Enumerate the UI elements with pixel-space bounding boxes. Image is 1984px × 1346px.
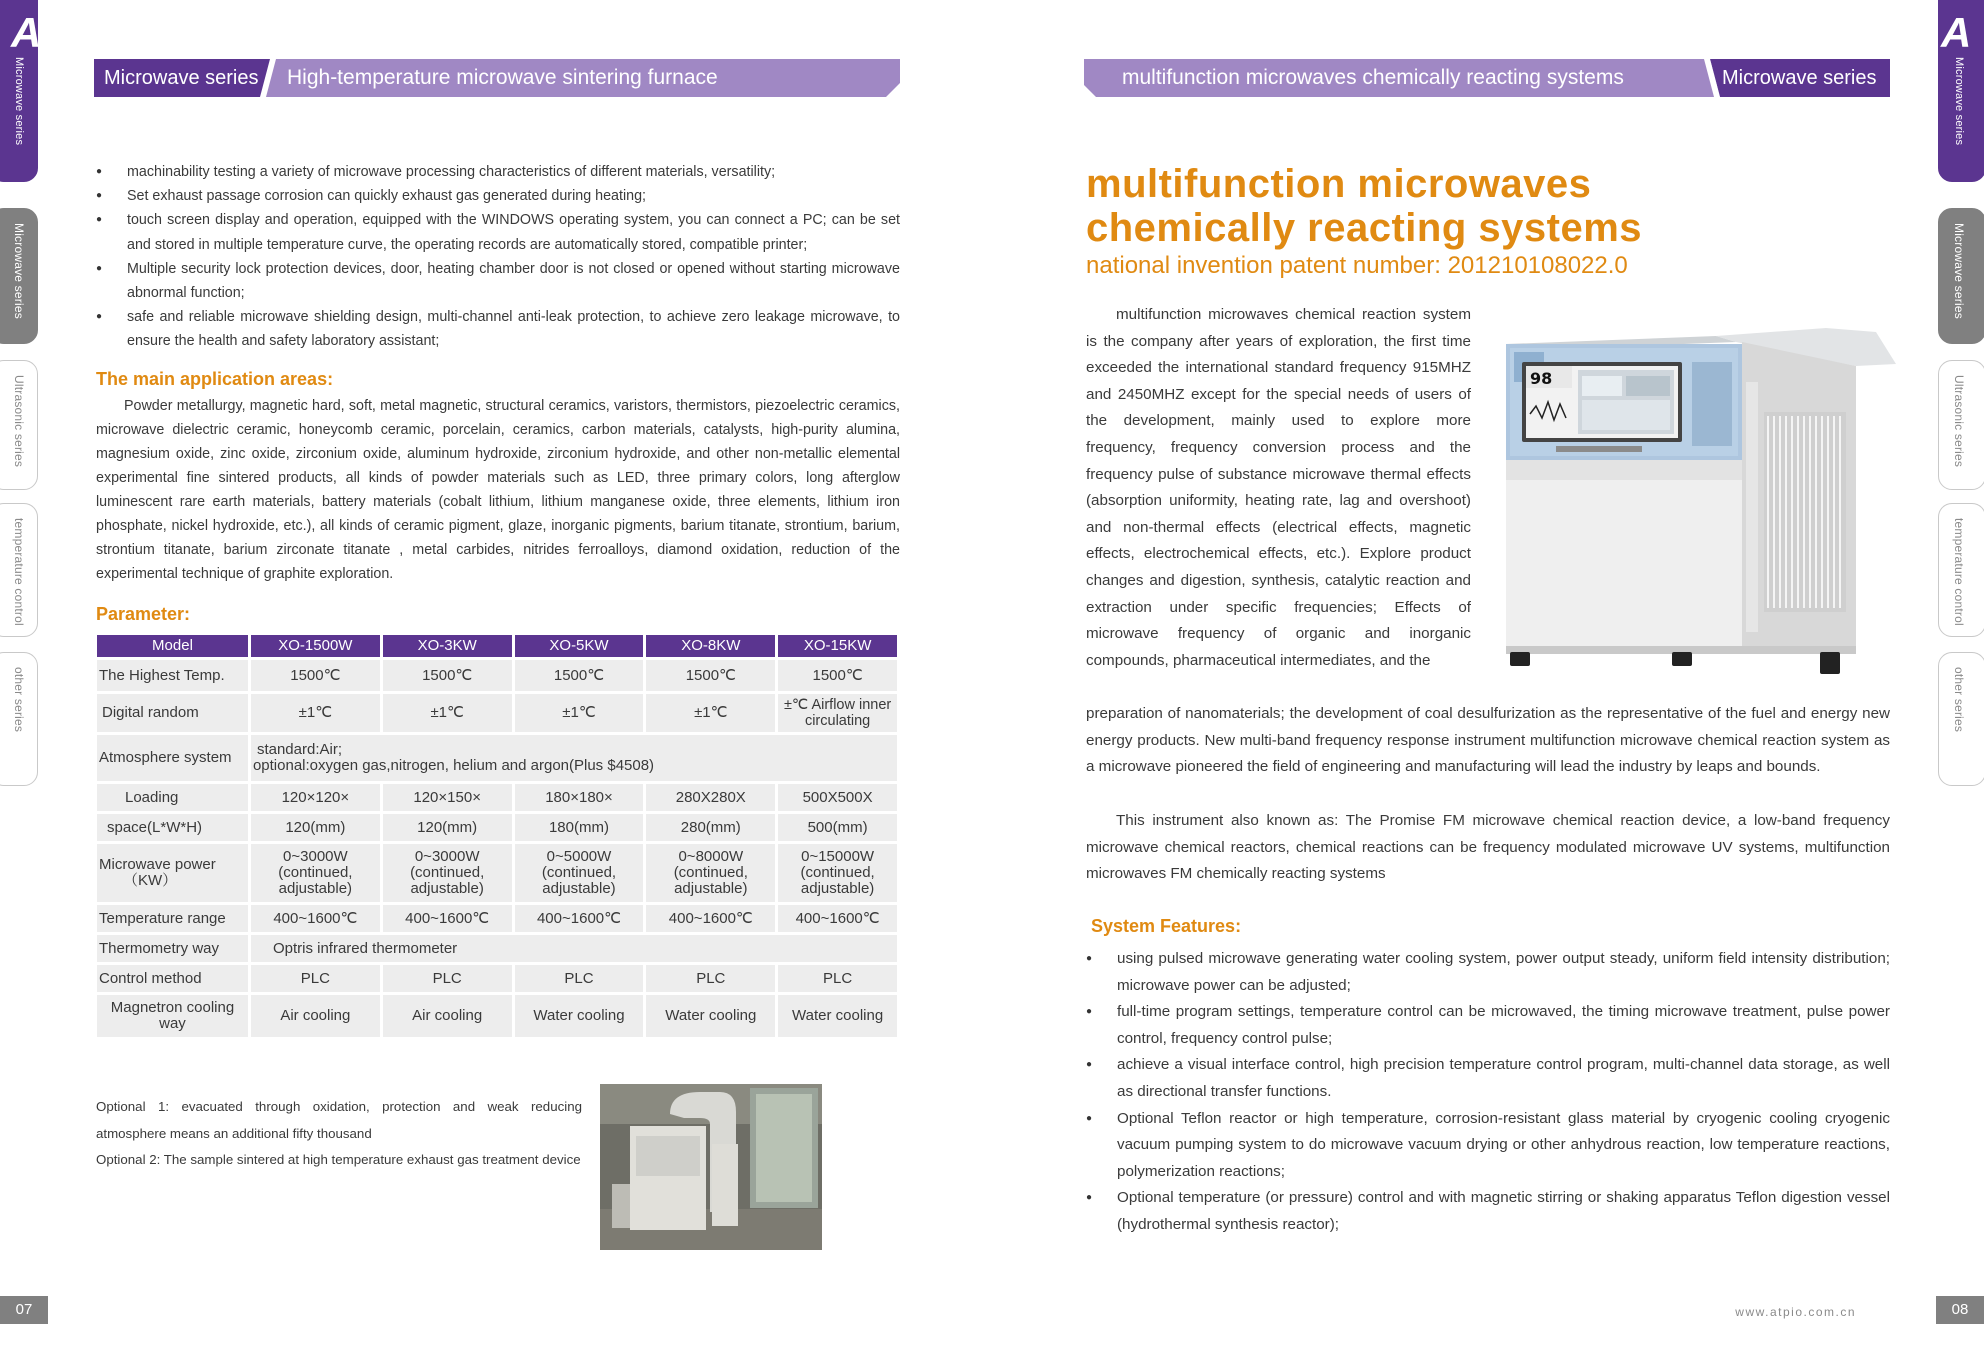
left-feature-list: [96, 160, 900, 354]
table-cell: Water cooling: [646, 995, 775, 1037]
list-item: ● Optional temperature (or pressure) control and with magnetic stirring or shaking apparatus Teflon digestion vessel (hydrothermal synthesis reactor);: [1086, 1185, 1890, 1238]
power-sub1: (continued,: [800, 864, 875, 881]
list-item: ● Multiple security lock protection devices, door, heating chamber door is not closed or opened without starting microwave abnormal function;: [96, 257, 900, 305]
table-header-cell: Model: [97, 635, 248, 657]
list-item: ● achieve a visual interface control, high precision temperature control program, multi-channel data storage, as well as directional transfer functions.: [1086, 1052, 1890, 1105]
right-header-series: Microwave series: [1722, 67, 1877, 89]
side-tab-label: Ultrasonic series: [12, 375, 26, 468]
features-list: [1086, 946, 1890, 1239]
product-title-line2: chemically reacting systems: [1086, 206, 1643, 250]
optional-note-2: Optional 2: The sample sintered at high temperature exhaust gas treatment device: [96, 1152, 581, 1167]
power-sub2: adjustable): [674, 880, 748, 897]
table-row-label: Loading: [97, 784, 248, 811]
table-row-label: Digital random: [97, 694, 248, 732]
table-row-label: [97, 995, 248, 1037]
brand-logo: A: [1941, 9, 1972, 56]
table-cell: 120(mm): [251, 814, 380, 841]
table-cell: 180×180×: [515, 784, 644, 811]
table-header-row: [97, 635, 897, 657]
table-cell: Air cooling: [383, 995, 512, 1037]
right-header-title: multifunction microwaves chemically reacting systems: [1122, 66, 1624, 89]
table-cell: 180(mm): [515, 814, 644, 841]
table-cell: Optris infrared thermometer: [251, 935, 897, 962]
table-cell: PLC: [646, 965, 775, 992]
intro-text-para2: This instrument also known as: The Promise FM microwave chemical reaction device, a low-band frequency microwave chemical reactors, chemical reactions can be frequency modulated microwave UV systems, multifunction microwaves FM chemically reacting systems: [1086, 812, 1890, 883]
power-value: 0~15000W: [801, 848, 875, 865]
table-row-label: [97, 844, 248, 902]
optional-note-1: Optional 1: evacuated through oxidation, protection and weak reducing atmosphere means an additional fifty thousand: [96, 1099, 582, 1141]
table-cell: PLC: [515, 965, 644, 992]
power-value: 0~8000W: [678, 848, 744, 865]
atmosphere-standard: standard:Air;: [256, 741, 342, 758]
side-tab-label: other series: [1952, 667, 1966, 733]
table-row: [97, 814, 897, 841]
left-header-series: Microwave series: [104, 67, 259, 89]
power-sub2: adjustable): [410, 880, 484, 897]
side-tab-temperature-right[interactable]: [1938, 503, 1984, 637]
side-tab-label: Microwave series: [12, 223, 26, 319]
power-label-line2: （KW）: [123, 872, 178, 889]
product-photo: [1496, 322, 1896, 684]
table-cell: Water cooling: [778, 995, 897, 1037]
side-tab-other-right[interactable]: [1938, 652, 1984, 786]
table-cell: 400~1600℃: [646, 905, 775, 932]
table-cell: 500X500X: [778, 784, 897, 811]
product-title-line1: multifunction microwaves: [1086, 162, 1592, 206]
power-sub2: adjustable): [542, 880, 616, 897]
power-sub1: (continued,: [673, 864, 748, 881]
parameter-title: Parameter:: [96, 604, 191, 624]
brand-logo: A: [11, 9, 42, 56]
table-row: [97, 660, 897, 691]
table-cell: 280(mm): [646, 814, 775, 841]
list-item: ● safe and reliable microwave shielding design, multi-channel anti-leak protection, to achieve zero leakage microwave, to ensure the health and safety laboratory assistant;: [96, 305, 900, 353]
page-number-right: 08: [1936, 1296, 1984, 1324]
side-tab-label: Microwave series: [1952, 223, 1966, 319]
table-cell: [383, 844, 512, 902]
table-cell: 400~1600℃: [515, 905, 644, 932]
table-cell: ±1℃: [515, 694, 644, 732]
table-cell: ±℃ Airflow inner circulating: [778, 694, 897, 732]
table-cell: 1500℃: [383, 660, 512, 691]
application-text: Powder metallurgy, magnetic hard, soft, metal magnetic, structural ceramics, varistors, thermistors, piezoelectric ceramics, microwave dielectric ceramic, honeycomb ceramic, porcelain, ceramics, carbon materials, catalysts, high-purity alumina, magnesium oxide, zinc oxide, zirconium oxide, aluminum hydroxide, zirconium hydroxide, and other non-metallic elemental experimental fine sintered products, all kinds of powder materials such as LED, three primary colors, long afterglow luminescent rare earth materials, battery materials (cobalt lithium, lithium manganese oxide, three elements, lithium iron phosphate, nickel hydroxide, etc.), all kinds of ceramic pigment, glaze, inorganic pigments, barium titanate, strontium, barium, strontium titanate, barium zirconate titanate , metal carbides, nitrides ferroalloys, diamond oxidation, reduction of the experimental technique of graphite exploration.: [96, 398, 900, 582]
power-sub2: adjustable): [278, 880, 353, 897]
patent-number: national invention patent number: 201210108022.0: [1086, 252, 1628, 279]
table-cell: 1500℃: [251, 660, 380, 691]
list-item: ● Set exhaust passage corrosion can quickly exhaust gas generated during heating;: [96, 184, 900, 208]
table-row: [97, 965, 897, 992]
atmosphere-cell: [251, 735, 897, 781]
table-cell: 120×120×: [251, 784, 380, 811]
list-item: ● touch screen display and operation, equipped with the WINDOWS operating system, you can connect a PC; can be set and stored in multiple temperature curve, the operating records are automatically stored, compatible printer;: [96, 208, 900, 256]
side-tab-microwave-series-left[interactable]: [0, 208, 38, 344]
table-header-cell: XO-8KW: [646, 635, 775, 657]
power-value: 0~5000W: [546, 848, 612, 865]
table-cell: PLC: [251, 965, 380, 992]
side-tab-ultrasonic-right[interactable]: [1938, 360, 1984, 490]
power-sub1: (continued,: [541, 864, 617, 881]
table-row: [97, 995, 897, 1037]
table-row: [97, 735, 897, 781]
page-number-left: 07: [0, 1296, 48, 1324]
table-header-cell: XO-5KW: [515, 635, 644, 657]
table-cell: 400~1600℃: [251, 905, 380, 932]
table-cell: [515, 844, 644, 902]
side-tab-microwave-label: Microwave series: [1953, 57, 1965, 146]
furnace-install-photo: [600, 1084, 822, 1250]
table-row: [97, 694, 897, 732]
application-title: The main application areas:: [96, 369, 334, 389]
power-value: 0~3000W: [283, 848, 348, 865]
screen-reading: 98: [1530, 369, 1553, 388]
table-cell: 120(mm): [383, 814, 512, 841]
table-row-label: Control method: [97, 965, 248, 992]
side-tab-other-left[interactable]: [0, 652, 38, 786]
left-header-title: High-temperature microwave sintering furnace: [287, 66, 718, 89]
table-row-label: space(L*W*H): [97, 814, 248, 841]
table-cell: [251, 844, 380, 902]
side-logo-tab-right: [1938, 0, 1984, 182]
intro-text-narrow: multifunction microwaves chemical reaction system is the company after years of exploration, the first time exceeded the international standard frequency 915MHZ and 2450MHZ except for the special needs of users of the development, mainly used to explore more frequency, frequency conversion process and the frequency pulse of substance microwave thermal effects (absorption uniformity, heating rate, lag and overshoot) and non-thermal effects (electrical effects, magnetic effects, electrochemical effects, etc.). Explore product changes and digestion, synthesis, catalytic reaction and extraction under specific frequencies; Effects of microwave frequency of organic and inorganic compounds, pharmaceutical intermediates, and the: [1086, 306, 1471, 669]
cooling-label-line1: Magnetron cooling: [110, 999, 235, 1016]
table-cell: ±1℃: [251, 694, 380, 732]
side-tab-microwave-series-right[interactable]: [1938, 208, 1984, 344]
list-item: ● full-time program settings, temperature control can be microwaved, the timing microwave treatment, pulse power control, frequency control pulse;: [1086, 999, 1890, 1052]
table-cell: 400~1600℃: [383, 905, 512, 932]
atmosphere-optional: optional:oxygen gas,nitrogen, helium and argon(Plus $4508): [252, 757, 655, 774]
side-tab-microwave-label: Microwave series: [13, 57, 25, 146]
optional-notes: [96, 1094, 582, 1174]
side-tab-temperature-left[interactable]: [0, 503, 38, 637]
table-row-label: The Highest Temp.: [97, 660, 248, 691]
table-cell: ±1℃: [383, 694, 512, 732]
list-item: ● using pulsed microwave generating water cooling system, power output steady, uniform field intensity distribution; microwave power can be adjusted;: [1086, 946, 1890, 999]
parameter-table: [94, 632, 900, 1040]
table-row: [97, 905, 897, 932]
cooling-label-line2: way: [159, 1015, 186, 1032]
table-cell: 120×150×: [383, 784, 512, 811]
website-url: www.atpio.com.cn: [1735, 1305, 1856, 1319]
power-sub2: adjustable): [800, 880, 875, 897]
power-label-line1: Microwave power: [99, 856, 216, 873]
table-cell: PLC: [778, 965, 897, 992]
list-item: ● machinability testing a variety of microwave processing characteristics of different materials, versatility;: [96, 160, 900, 184]
side-tab-label: temperature control: [12, 518, 26, 626]
table-cell: [646, 844, 775, 902]
power-sub1: (continued,: [410, 864, 485, 881]
table-cell: PLC: [383, 965, 512, 992]
table-header-cell: XO-3KW: [383, 635, 512, 657]
table-cell: [778, 844, 897, 902]
table-row-label: Atmosphere system: [97, 735, 248, 781]
table-row-label: Temperature range: [97, 905, 248, 932]
table-cell: 500(mm): [778, 814, 897, 841]
features-title: System Features:: [1091, 916, 1242, 936]
table-cell: 1500℃: [646, 660, 775, 691]
side-tab-label: temperature control: [1952, 518, 1966, 626]
power-sub1: (continued,: [278, 864, 353, 881]
table-row: [97, 784, 897, 811]
table-cell: ±1℃: [646, 694, 775, 732]
table-header-cell: XO-1500W: [251, 635, 380, 657]
table-row: [97, 844, 897, 902]
table-cell: 280X280X: [646, 784, 775, 811]
table-cell: 1500℃: [778, 660, 897, 691]
table-row: [97, 935, 897, 962]
intro-text-wide: preparation of nanomaterials; the development of coal desulfurization as the representative of the fuel and energy new energy products. New multi-band frequency response instrument multifunction microwave chemical reaction system as a microwave pioneered the field of engineering and manufacturing will lead the industry by leaps and bounds.: [1086, 705, 1890, 776]
side-tab-label: Ultrasonic series: [1952, 375, 1966, 468]
table-cell: 400~1600℃: [778, 905, 897, 932]
table-cell: 1500℃: [515, 660, 644, 691]
side-logo-tab-left: [0, 0, 42, 182]
side-tab-label: other series: [12, 667, 26, 733]
table-row-label: Thermometry way: [97, 935, 248, 962]
list-item: ● Optional Teflon reactor or high temperature, corrosion-resistant glass material by cryogenic cooling cryogenic vacuum pumping system to do microwave vacuum drying or other anhydrous reaction, low temperature reactions, polymerization reactions;: [1086, 1106, 1890, 1186]
table-header-cell: XO-15KW: [778, 635, 897, 657]
table-cell: Water cooling: [515, 995, 644, 1037]
table-cell: Air cooling: [251, 995, 380, 1037]
side-tab-ultrasonic-left[interactable]: [0, 360, 38, 490]
power-value: 0~3000W: [414, 848, 480, 865]
